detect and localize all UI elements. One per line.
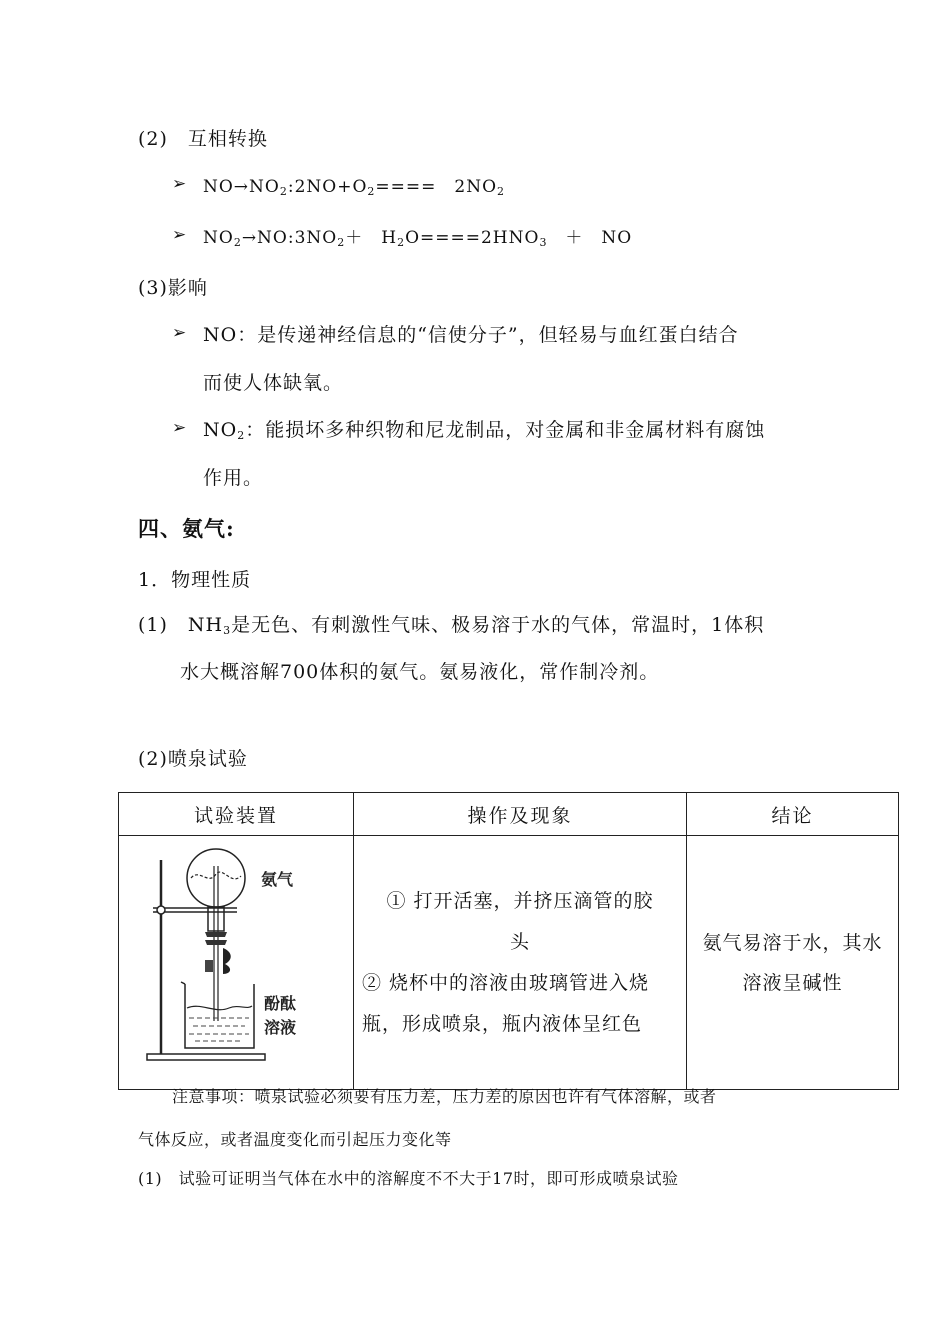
note-line1: 注意事项：喷泉试验必须要有压力差，压力差的原因也许有气体溶解，或者 [172,1087,717,1106]
no2-effect-line1: $NO_2$：能损坏多种织物和尼龙制品，对金属和非金属材料有腐蚀 [203,419,766,442]
operation-step-1-cont: 头 [509,930,530,953]
operation-step-1: ① 打开活塞，并挤压滴管的胶 [386,889,654,912]
bullet-arrow-icon: ➢ [172,174,187,194]
operation-cell [354,836,687,1090]
no2-effect-line2: 作用。 [203,467,264,489]
apparatus-cell [119,836,354,1090]
header-operation: 操作及现象 [354,793,687,836]
section-3-title: (3)影响 [138,277,208,299]
reaction-no2-to-no: $NO_2\to NO:3NO_2+$ $H_2O====2HNO_3$ ＋ NO [203,228,633,249]
header-apparatus: 试验装置 [119,793,354,836]
table-row [119,836,899,1090]
nh3-properties-line1: (1) $NH_3$是无色、有刺激性气味、极易溶于水的气体，常温时，1体积 [138,614,765,637]
table-header-row [119,793,899,836]
nh3-properties-line2: 水大概溶解700体积的氨气。氨易液化，常作制冷剂。 [180,661,660,683]
note-line3: (1) 试验可证明当气体在水中的溶解度不不大于17时，即可形成喷泉试验 [138,1169,679,1188]
experiment-table [118,792,899,1090]
fountain-experiment-title: (2)喷泉试验 [138,748,248,770]
label-phenolphthalein: 酚酞 [264,994,297,1013]
no-effect-line2: 而使人体缺氧。 [203,372,344,394]
label-ammonia: 氨气 [261,870,294,889]
fountain-apparatus-diagram [119,836,351,1084]
section-4-heading: 四、氨气: [138,516,235,541]
section-2-title: (2) 互相转换 [138,128,268,150]
conclusion-cell: 氨气易溶于水，其水溶液呈碱性 [687,836,899,1090]
header-conclusion: 结论 [687,793,899,836]
bullet-arrow-icon: ➢ [172,225,187,245]
label-solution: 溶液 [264,1018,297,1037]
bullet-arrow-icon: ➢ [172,418,187,438]
operation-step-2: ② 烧杯中的溶液由玻璃管进入烧瓶，形成喷泉，瓶内液体呈红色 [362,971,650,1035]
reaction-no-to-no2: $NO\to NO_2:2NO+O_2====$ $2NO_2$ [203,177,506,198]
no-effect-line1: NO：是传递神经信息的“信使分子”，但轻易与血红蛋白结合 [203,324,739,346]
note-line2: 气体反应，或者温度变化而引起压力变化等 [138,1130,452,1149]
bullet-arrow-icon: ➢ [172,323,187,343]
physical-properties-title: 1．物理性质 [138,569,252,591]
